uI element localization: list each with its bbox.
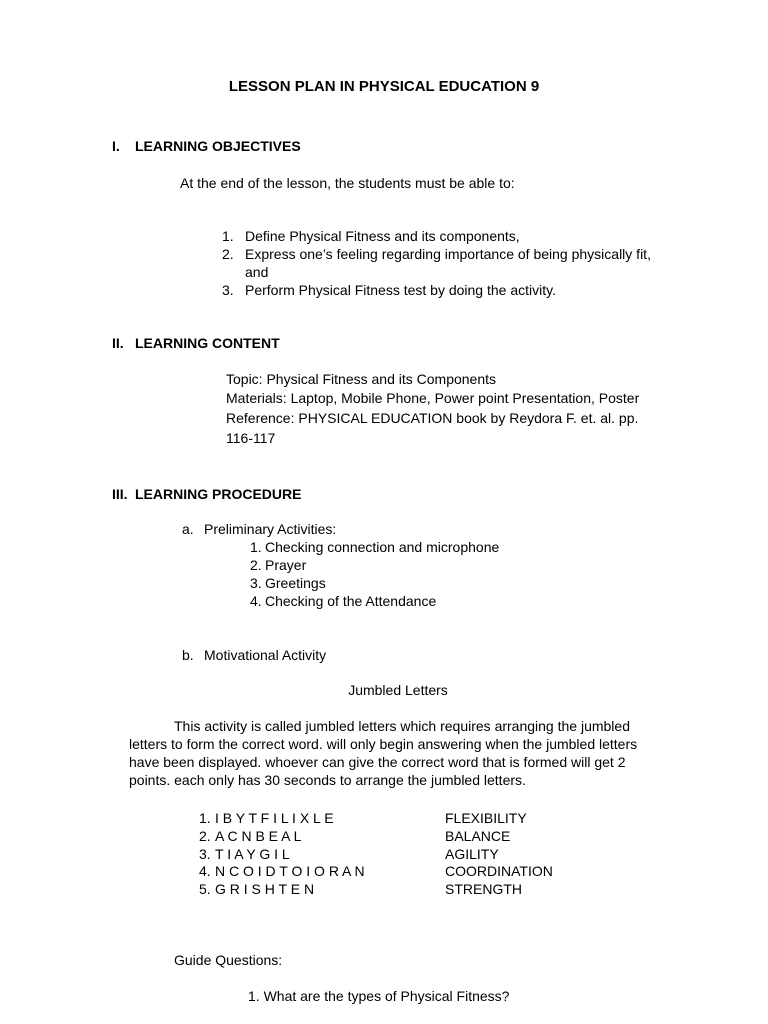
activity-letter-b: b. — [182, 647, 194, 663]
section-numeral-objectives: I. — [112, 138, 120, 154]
preliminary-num: 2. — [250, 557, 262, 573]
jumbled-letters: N C O I D T O I O R A N — [215, 863, 365, 879]
content-reference: Reference: PHYSICAL EDUCATION book by Reydora F. et. al. pp. — [226, 410, 639, 426]
activity-paragraph-line: This activity is called jumbled letters which requires arranging the jumbled — [174, 718, 630, 734]
section-numeral-content: II. — [112, 335, 124, 351]
jumbled-num: 3. — [199, 846, 211, 862]
activity-label-preliminary: Preliminary Activities: — [204, 521, 337, 537]
section-heading-content: LEARNING CONTENT — [135, 335, 280, 351]
activity-title: Jumbled Letters — [348, 682, 448, 698]
objective-text-continued: and — [245, 264, 269, 280]
objective-num: 2. — [222, 246, 234, 262]
guide-questions-label: Guide Questions: — [174, 952, 283, 968]
preliminary-num: 3. — [250, 575, 262, 591]
jumbled-answer: FLEXIBILITY — [445, 810, 527, 826]
preliminary-num: 1. — [250, 539, 262, 555]
jumbled-letters: I B Y T F I L I X L E — [215, 810, 334, 826]
objectives-intro: At the end of the lesson, the students must be able to: — [180, 175, 515, 191]
jumbled-num: 1. — [199, 810, 211, 826]
jumbled-letters: A C N B E A L — [215, 828, 302, 844]
jumbled-num: 5. — [199, 881, 211, 897]
activity-paragraph-line: letters to form the correct word. will only begin answering when the jumbled letters — [129, 736, 638, 752]
preliminary-item: Greetings — [265, 575, 326, 591]
content-reference-continued: 116-117 — [226, 430, 276, 446]
preliminary-item: Prayer — [265, 557, 307, 573]
content-materials: Materials: Laptop, Mobile Phone, Power point Presentation, Poster — [226, 390, 640, 406]
document-title: LESSON PLAN IN PHYSICAL EDUCATION 9 — [228, 78, 540, 95]
preliminary-item: Checking connection and microphone — [265, 539, 500, 555]
objective-text: Express one’s feeling regarding importance of being physically fit, — [245, 246, 651, 262]
jumbled-answer: AGILITY — [445, 846, 499, 862]
guide-question: 1. What are the types of Physical Fitness? — [248, 988, 510, 1004]
section-numeral-procedure: III. — [112, 486, 128, 502]
preliminary-item: Checking of the Attendance — [265, 593, 437, 609]
jumbled-answer: STRENGTH — [445, 881, 522, 897]
preliminary-num: 4. — [250, 593, 262, 609]
activity-label-motivational: Motivational Activity — [204, 647, 327, 663]
jumbled-num: 4. — [199, 863, 211, 879]
section-heading-objectives: LEARNING OBJECTIVES — [135, 138, 301, 154]
objective-text: Define Physical Fitness and its components, — [245, 228, 520, 244]
objective-text: Perform Physical Fitness test by doing the activity. — [245, 282, 556, 298]
section-heading-procedure: LEARNING PROCEDURE — [135, 486, 302, 502]
jumbled-answer: COORDINATION — [445, 863, 553, 879]
jumbled-letters: G R I S H T E N — [215, 881, 315, 897]
jumbled-letters: T I A Y G I L — [215, 846, 290, 862]
objective-num: 3. — [222, 282, 234, 298]
content-topic: Topic: Physical Fitness and its Components — [226, 371, 497, 387]
activity-paragraph-line: have been displayed. whoever can give the correct word that is formed will get 2 — [129, 754, 626, 770]
objective-num: 1. — [222, 228, 234, 244]
jumbled-num: 2. — [199, 828, 211, 844]
activity-paragraph-line: points. each only has 30 seconds to arrange the jumbled letters. — [129, 772, 526, 788]
jumbled-answer: BALANCE — [445, 828, 511, 844]
activity-letter-a: a. — [182, 521, 194, 537]
